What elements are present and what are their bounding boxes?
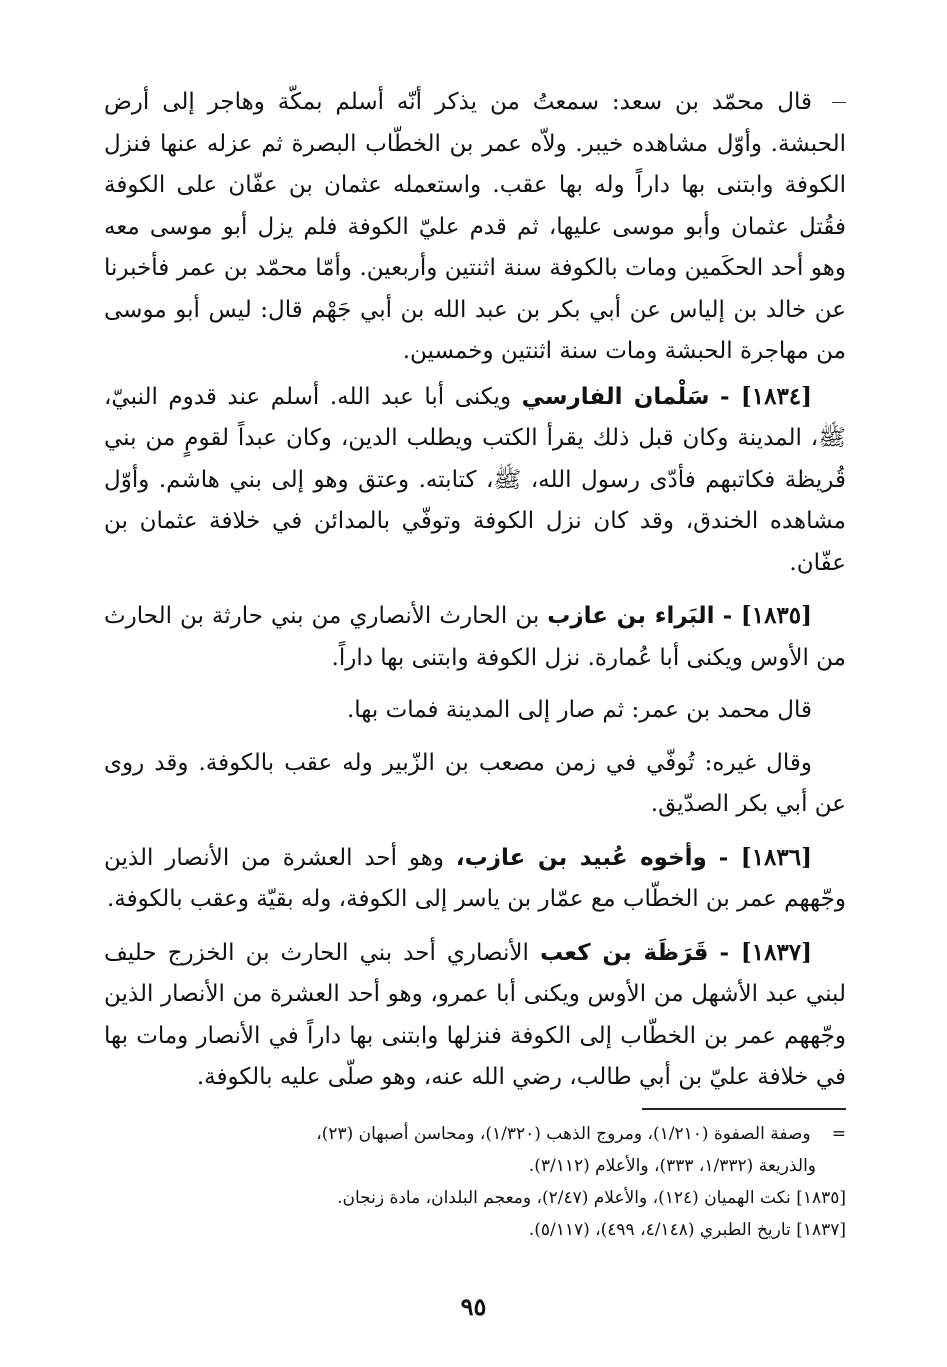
page-number: ٩٥ [460, 1292, 487, 1321]
footnote-marker: [١٨٣٧] [796, 1220, 846, 1240]
footnote-continuation [104, 1118, 846, 1182]
entry-number: [١٨٣٤] - [720, 382, 813, 410]
entry-text: الأنصاري أحد بني الحارث بن الخزرج حليف لبني عبد الأشهل من الأوس ويكنى أبا عمرو، وهو أحد العشرة من الأنصار الذين وجّههم عمر بن الخطّاب إلى الكوفة فنزلها وابتنى بها داراً في الأنصار ومات بها في خلافة عليّ بن أبي طالب، رضي الله عنه، وهو صلّى عليه بالكوفة. [104, 939, 846, 1090]
main-text [104, 82, 846, 1110]
footnotes [104, 1118, 846, 1246]
entry-name: البَراء بن عازب [547, 603, 715, 629]
entry-number: [١٨٣٦] - [718, 843, 812, 871]
paragraph-text: وقال غيره: تُوفّي في زمن مصعب بن الزّبير وله عقب بالكوفة. وقد روى عن أبي بكر الصدّيق. [104, 749, 846, 817]
footnote-marker: = [831, 1124, 846, 1144]
paragraph-ibn-umar [104, 690, 846, 732]
entry-text: بن الحارث الأنصاري من بني حارثة بن الحارث من الأوس ويكنى أبا عُمارة. نزل الكوفة وابتنى بها داراً. [104, 603, 846, 671]
footnote-1837 [104, 1214, 846, 1246]
footnote-text: تاريخ الطبري (٤/١٤٨، ٤٩٩)، (٥/١١٧). [528, 1220, 791, 1240]
paragraph-abu-musa [104, 82, 846, 373]
entry-number: [١٨٣٧] - [719, 938, 813, 966]
footnote-text-continued: والذريعة (١/٣٣٢، ٣٣٣)، والأعلام (٣/١١٢). [528, 1156, 816, 1176]
footnote-marker: [١٨٣٥] [796, 1188, 846, 1208]
entry-1836 [104, 837, 846, 921]
paragraph-text: قال محمد بن عمر: ثم صار إلى المدينة فمات بها. [346, 697, 812, 723]
entry-number: [١٨٣٥] - [722, 602, 813, 629]
footnote-text: وصفة الصفوة (١/٢١٠)، ومروج الذهب (١/٣٢٠)، ومحاسن أصبهان (٢٣)، [316, 1124, 811, 1144]
footnote-1835 [104, 1182, 846, 1214]
entry-text: ويكنى أبا عبد الله. أسلم عند قدوم النبيّ، ﷺ، المدينة وكان قبل ذلك يقرأ الكتب ويطلب الدين، وكان عبداً لقومٍ من بني قُريظة فكاتبهم فأدّى رسول الله، ﷺ، كتابته. وعتق وهو إلى بني هاشم. وأوّل مشاهده الخندق، وقد كان نزل الكوفة وتوفّي بالمدائن في خلافة عثمان بن عفّان. [104, 383, 846, 576]
paragraph-text: قال محمّد بن سعد: سمعتُ من يذكر أنّه أسلم بمكّة وهاجر إلى أرض الحبشة. وأوّل مشاهده خيبر. ولاّه عمر بن الخطّاب البصرة ثم عزله عنها فنزل الكوفة وابتنى بها داراً وله بها عقب. واستعمله عثمان بن عفّان على الكوفة فقُتل عثمان وأبو موسى عليها، ثم قدم عليّ الكوفة فلم يزل أبو موسى معه وهو أحد الحكَمين ومات بالكوفة سنة اثنتين وأربعين. وأمّا محمّد بن عمر فأخبرنا عن خالد بن إلياس عن أبي بكر بن عبد الله بن أبي جَهْم قال: ليس أبو موسى من مهاجرة الحبشة ومات سنة اثنتين وخمسين. [104, 89, 846, 364]
entry-1834 [104, 376, 846, 585]
footnote-separator [642, 1108, 846, 1110]
entry-name: وأخوه عُبيد بن عازب، [455, 844, 707, 871]
entry-1835 [104, 595, 846, 679]
footnote-text: نكت الهميان (١٢٤)، والأعلام (٢/٤٧)، ومعجم البلدان، مادة زنجان. [337, 1188, 791, 1208]
entry-text: وهو أحد العشرة من الأنصار الذين وجّههم عمر بن الخطّاب مع عمّار بن ياسر إلى الكوفة، وله بقيّة وعقب بالكوفة. [104, 844, 846, 912]
entry-1837 [104, 932, 846, 1099]
paragraph-other [104, 743, 846, 826]
entry-name: قَرَظَة بن كعب [539, 939, 709, 966]
entry-name: سَلْمان الفارسي [521, 383, 710, 410]
